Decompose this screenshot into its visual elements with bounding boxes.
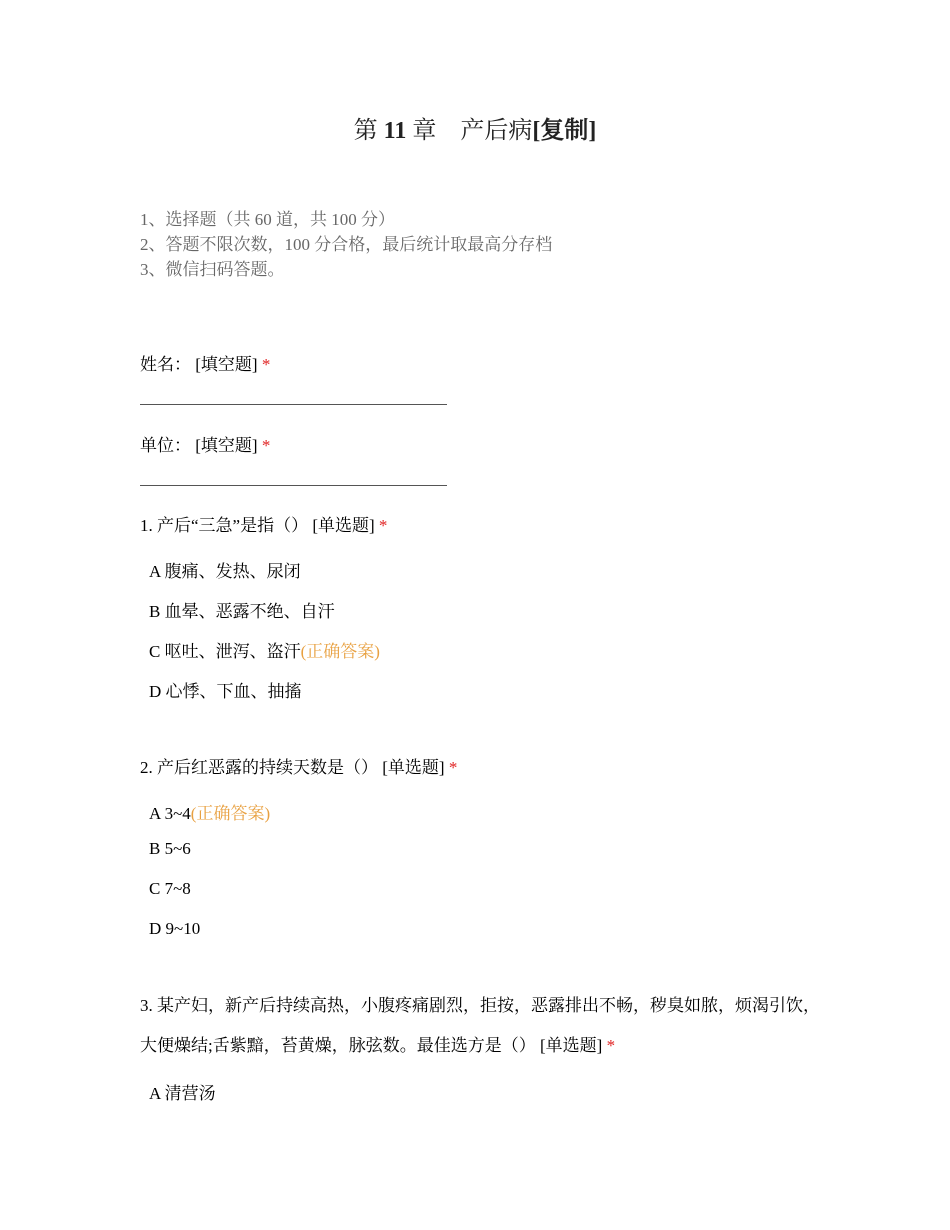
option-text: A 清营汤 <box>149 1084 216 1103</box>
question-type: [单选题] <box>312 516 375 535</box>
instruction-line: 3、微信扫码答题。 <box>140 260 285 279</box>
question-1-option-c[interactable] <box>149 637 380 662</box>
option-text: A 3~4 <box>149 804 191 823</box>
title-tag: [复制] <box>532 118 597 144</box>
option-text: D 心悸、下血、抽搐 <box>149 682 302 701</box>
question-3-title <box>140 986 820 1066</box>
option-text: D 9~10 <box>149 919 201 938</box>
question-type: [单选题] <box>539 1036 603 1055</box>
question-type: [单选题] <box>382 758 445 777</box>
question-3-option-a[interactable] <box>149 1079 216 1104</box>
instruction-line: 1、选择题（共 60 道，共 100 分） <box>140 210 395 229</box>
option-text: B 血晕、恶露不绝、自汗 <box>149 602 335 621</box>
question-2-option-a[interactable] <box>149 799 270 824</box>
required-marker: * <box>448 758 458 777</box>
name-field-label <box>140 350 270 375</box>
title-prefix: 第 <box>353 118 378 144</box>
option-text: A 腹痛、发热、尿闭 <box>149 562 301 581</box>
correct-answer-mark: (正确答案) <box>300 642 380 661</box>
title-chapter-number: 11 <box>383 118 407 144</box>
question-text: 1. 产后“三急”是指（） <box>140 516 309 535</box>
required-marker: * <box>261 355 271 374</box>
question-2-option-d[interactable] <box>149 919 200 939</box>
required-marker: * <box>606 1036 616 1055</box>
question-1-option-b[interactable] <box>149 597 335 622</box>
option-text: B 5~6 <box>149 839 191 858</box>
question-2-title <box>140 753 457 778</box>
option-text: C 呕吐、泄泻、盗汗 <box>149 642 301 661</box>
question-2-option-b[interactable] <box>149 839 191 859</box>
question-text: 3. 某产妇，新产后持续高热，小腹疼痛剧烈，拒按，恶露排出不畅，秽臭如脓，烦渴引饮，大便燥结;舌紫黯，苔黄燥，脉弦数。最佳选方是（） <box>140 996 820 1055</box>
question-type: [填空题] <box>195 436 258 455</box>
correct-answer-mark: (正确答案) <box>190 804 271 823</box>
question-2-option-c[interactable] <box>149 879 191 899</box>
title-text: 章 产后病 <box>412 118 533 144</box>
field-label: 姓名： <box>140 355 191 374</box>
question-1-option-d[interactable] <box>149 677 302 702</box>
name-input-line[interactable] <box>140 404 447 405</box>
question-text: 2. 产后红恶露的持续天数是（） <box>140 758 378 777</box>
required-marker: * <box>261 436 271 455</box>
unit-field-label <box>140 431 270 456</box>
unit-input-line[interactable] <box>140 485 447 486</box>
instruction-line: 2、答题不限次数，100 分合格，最后统计取最高分存档 <box>140 235 553 254</box>
question-type: [填空题] <box>195 355 258 374</box>
instructions <box>140 207 552 282</box>
required-marker: * <box>378 516 388 535</box>
question-1-title <box>140 511 387 536</box>
page-title <box>0 110 950 145</box>
field-label: 单位： <box>140 436 191 455</box>
option-text: C 7~8 <box>149 879 191 898</box>
question-1-option-a[interactable] <box>149 557 301 582</box>
